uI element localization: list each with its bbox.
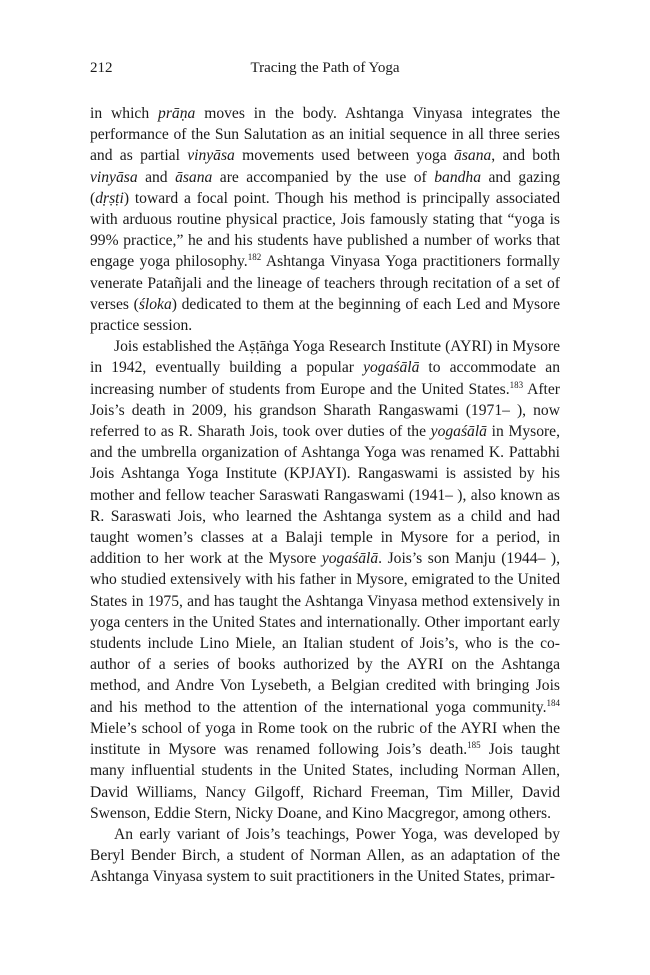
text-run: to accommodate an increasing number of students from Europe and the United States.: [90, 359, 560, 398]
footnote-ref: 183: [509, 379, 524, 390]
italic-term: vinyāsa: [90, 168, 138, 186]
text-run: , and both: [491, 147, 561, 165]
text-run: and gazing (: [90, 168, 560, 207]
text-run: After Jois’s death in 2009, his grandson Sharath Rangaswami (1971– ), now referred to as R. Sharath Jois, took over duties of the: [90, 380, 560, 441]
italic-term: prāṇa: [158, 105, 196, 122]
italic-term: yogaśālā: [321, 550, 379, 568]
text-run: and: [137, 168, 176, 186]
footnote-ref: 184: [546, 697, 560, 708]
footnote-ref: 185: [467, 739, 481, 750]
text-run: in which: [90, 105, 159, 122]
page-number: 212: [90, 60, 113, 76]
text-run: An early variant of Jois’s teachings, Power Yoga, was developed by Beryl Bender Birch, a student of Norman Allen, as an adaptation of the Ashtanga Vinyasa system to suit practitioners in the United States, primar-: [90, 825, 560, 886]
italic-term: āsana: [454, 147, 492, 165]
text-run: Ashtanga Vinyasa Yoga practitioners formally venerate Patañjali and the lineage of teachers through recitation of a set of verses (: [90, 253, 560, 313]
italic-term: āsana: [175, 168, 213, 186]
italic-term: yogaśālā: [430, 423, 487, 441]
text-run: Jois taught many influential students in the United States, including Norman Allen, David Williams, Nancy Gilgoff, Richard Freeman, Tim Miller, David Swenson, Eddie Stern, Nicky Doane, and Kino Macgregor, among others.: [90, 741, 560, 822]
text-run: movements used between yoga: [234, 147, 455, 165]
italic-term: bandha: [434, 168, 481, 186]
paragraph: [90, 103, 560, 336]
italic-term: vinyāsa: [187, 147, 235, 165]
text-run: are accompanied by the use of: [212, 168, 435, 186]
text-run: Jois established the Aṣṭāṅga Yoga Research Institute (AYRI) in Mysore in 1942, eventually building a popular: [90, 338, 560, 377]
text-run: Miele’s school of yoga in Rome took on the rubric of the AYRI when the institute in Mysore was renamed following Jois’s death.: [90, 719, 560, 759]
italic-term: yogaśālā: [363, 359, 420, 377]
text-run: ) dedicated to them at the beginning of each Led and Mysore practice session.: [90, 295, 561, 335]
body-text: [90, 103, 560, 888]
text-run: ) toward a focal point. Though his method is principally associated with arduous routine physical practice, Jois famously stating that “yoga is 99% practice,” he and his students have published a number of works that engage yoga philosophy.: [90, 189, 560, 271]
paragraph: [90, 824, 560, 888]
text-run: in Mysore, and the umbrella organization of Ashtanga Yoga was renamed K. Pattabhi Jois Ashtanga Yoga Institute (KPJAYI). Rangaswami is assisted by his mother and fellow teacher Saraswati Rangaswami (1941– ), also known as R. Saraswati Jois, who learned the Ashtanga system as a child and had taught women’s classes at a Balaji temple in Mysore for a period, in addition to her work at the Mysore: [90, 423, 560, 568]
footnote-ref: 182: [247, 252, 262, 263]
page-header: [90, 60, 560, 82]
italic-term: śloka: [138, 295, 172, 313]
text-run: moves in the body. Ashtanga Vinyasa integrates the performance of the Sun Salutation as an initial sequence in all three series and as partial: [90, 105, 560, 165]
running-head: Tracing the Path of Yoga: [250, 60, 400, 76]
paragraph: [90, 336, 560, 824]
text-run: . Jois’s son Manju (1944– ), who studied extensively with his father in Mysore, emigrated to the United States in 1975, and has taught the Ashtanga Vinyasa method extensively in yoga centers in the United States and internationally. Other important early students include Lino Miele, an Italian student of Jois’s, who is the co-author of a series of books authorized by the AYRI on the Ashtanga method, and Andre Von Lysebeth, a Belgian credited with bringing Jois and his method to the attention of the international yoga community.: [90, 550, 561, 716]
italic-term: dṛṣṭi: [95, 189, 124, 207]
